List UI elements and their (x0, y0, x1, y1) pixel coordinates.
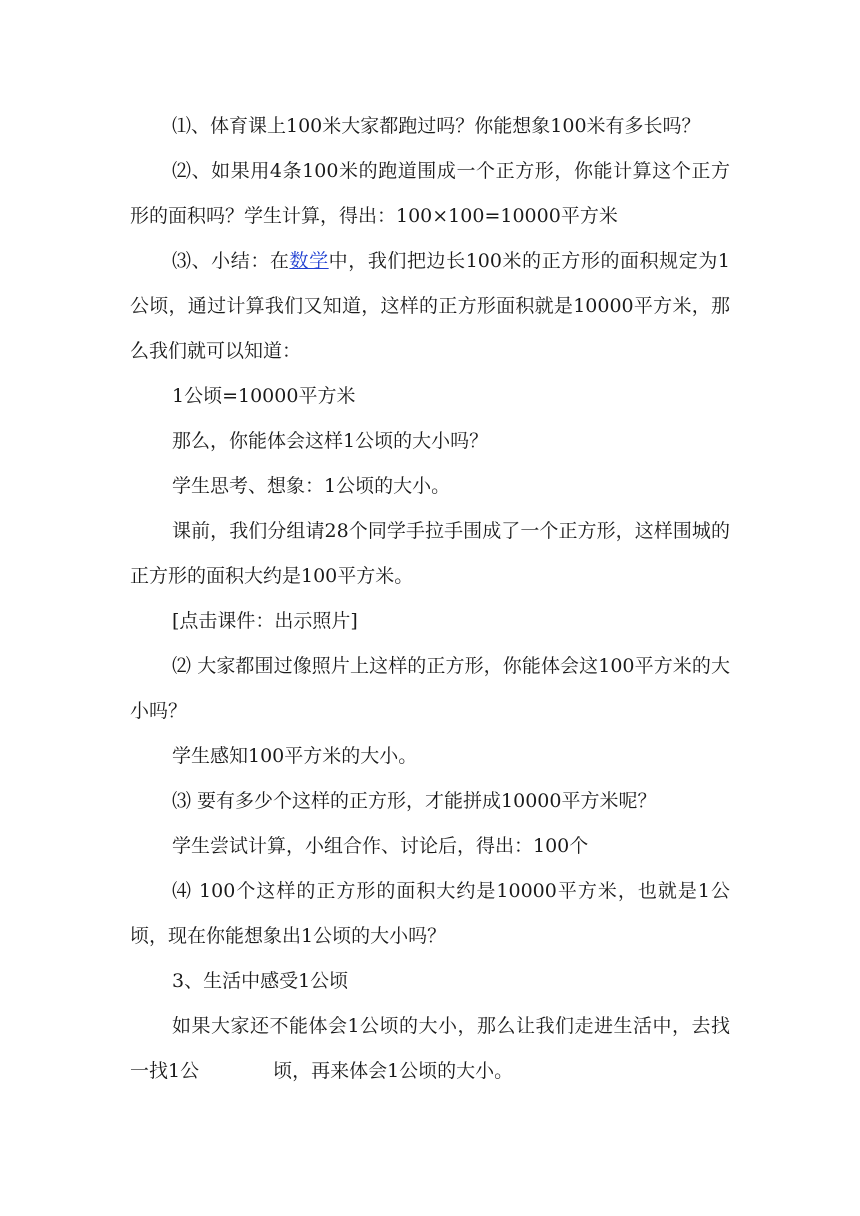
paragraph-3-before-link: ⑶、小结：在 (172, 250, 290, 272)
paragraph-8: [点击课件：出示照片] (172, 610, 358, 632)
paragraph-15-after-gap: 顷，再来体会1公顷的大小。 (273, 1060, 514, 1082)
paragraph-15-before-gap: 如果大家还不能体会1公顷的大小，那么让我们走进生活中，去找一找1公 (130, 1015, 730, 1082)
paragraph-3 (130, 239, 730, 374)
paragraph-5: 那么，你能体会这样1公顷的大小吗？ (172, 430, 489, 452)
paragraph-4: 1公顷=10000平方米 (172, 385, 356, 407)
paragraph-15 (130, 1004, 730, 1094)
math-link[interactable]: 数学 (289, 250, 329, 272)
paragraph-13: ⑷ 100个这样的正方形的面积大约是10000平方米，也就是1公顷，现在你能想象出1公顷的大小吗？ (130, 880, 730, 947)
paragraph-9: ⑵ 大家都围过像照片上这样的正方形，你能体会这100平方米的大小吗？ (130, 655, 730, 722)
paragraph-2: ⑵、如果用4条100米的跑道围成一个正方形，你能计算这个正方形的面积吗？学生计算，得出：100×100=10000平方米 (130, 160, 730, 227)
paragraph-7: 课前，我们分组请28个同学手拉手围成了一个正方形，这样围城的正方形的面积大约是100平方米。 (130, 520, 730, 587)
paragraph-1: ⑴、体育课上100米大家都跑过吗？你能想象100米有多长吗？ (172, 115, 701, 137)
paragraph-3-after-link: 中，我们把边长100米的正方形的面积规定为1公顷，通过计算我们又知道，这样的正方形面积就是10000平方米，那么我们就可以知道： (130, 250, 730, 362)
paragraph-14: 3、生活中感受1公顷 (172, 970, 349, 992)
paragraph-12: 学生尝试计算，小组合作、讨论后，得出：100个 (172, 835, 589, 857)
paragraph-6: 学生思考、想象：1公顷的大小。 (172, 475, 451, 497)
document-body (130, 104, 730, 1094)
paragraph-10: 学生感知100平方米的大小。 (172, 745, 418, 767)
paragraph-11: ⑶ 要有多少个这样的正方形，才能拼成10000平方米呢？ (172, 790, 657, 812)
